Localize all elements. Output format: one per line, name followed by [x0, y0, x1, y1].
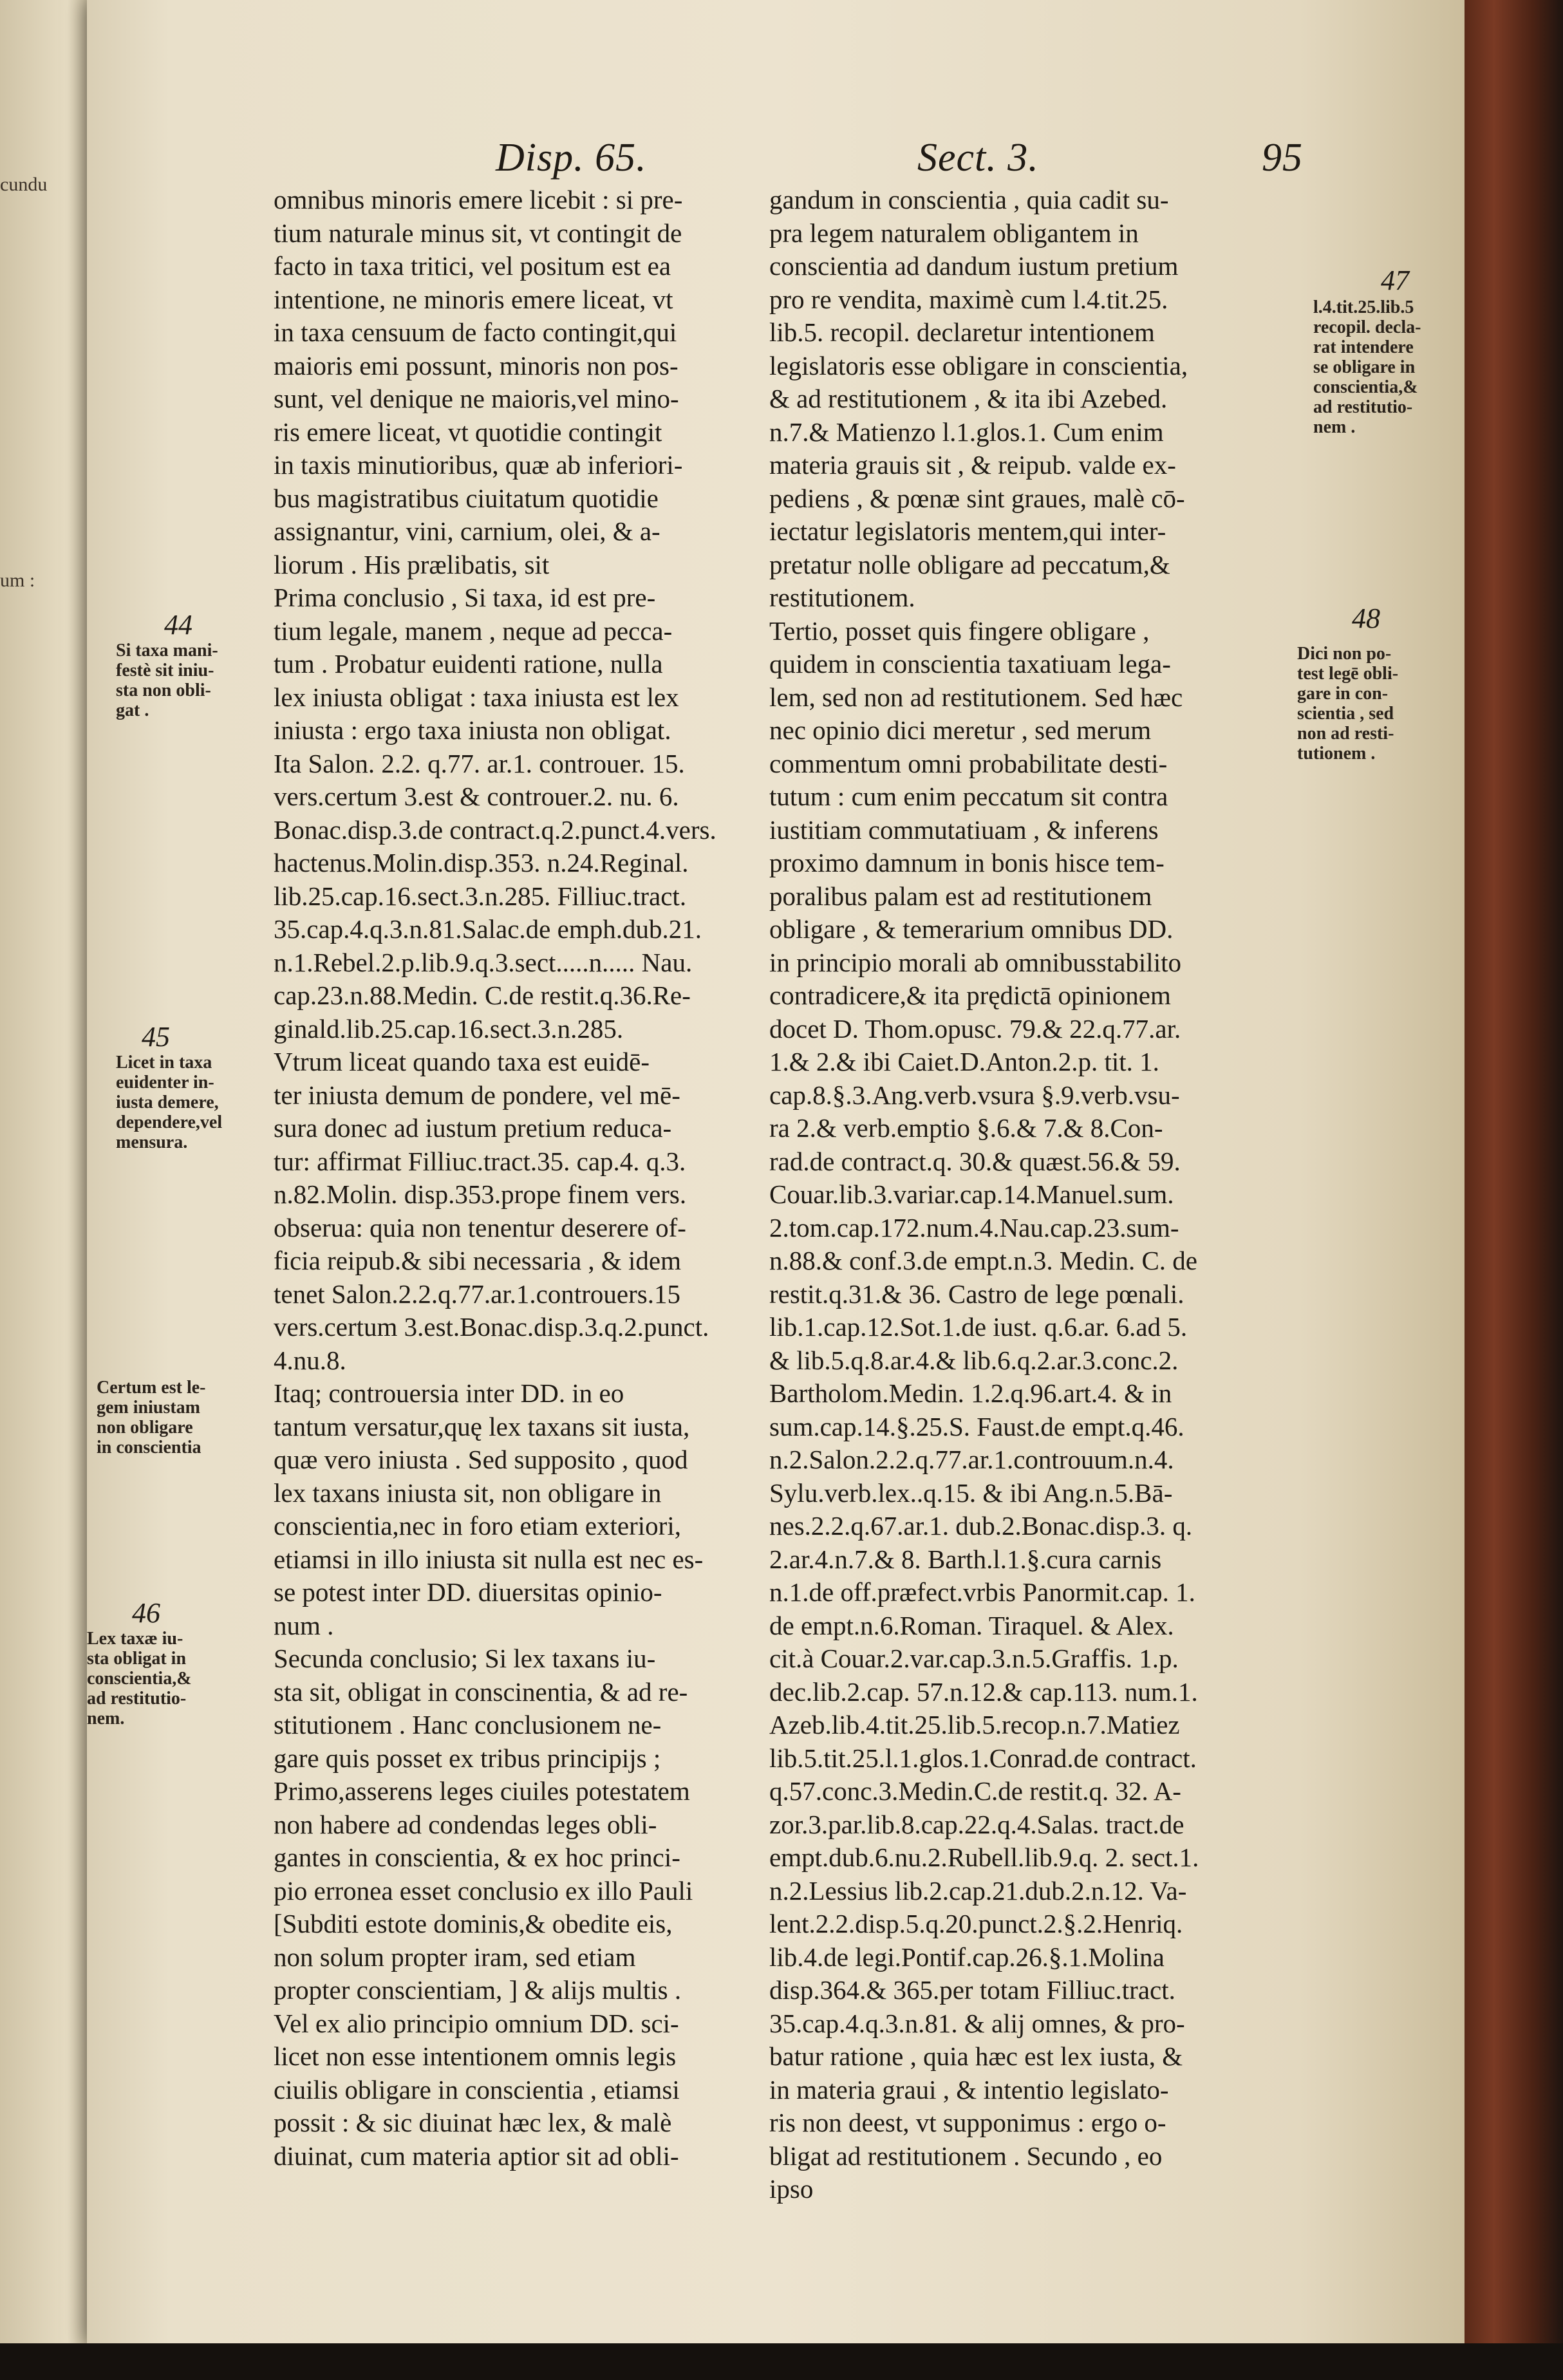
text-line: disp.364.& 365.per totam Filliuc.tract. [769, 1975, 1175, 2005]
text-line: lib.4.de legi.Pontif.cap.26.§.1.Molina [769, 1942, 1165, 1972]
margin-note-line: festè sit iniu- [116, 661, 214, 680]
text-line: lib.5. recopil. declaretur intentionem [769, 317, 1155, 347]
text-line: ris emere liceat, vt quotidie contingit [274, 417, 662, 447]
text-line: lex taxans iniusta sit, non obligare in [274, 1477, 662, 1508]
text-line: possit : & sic diuinat hæc lex, & malè [274, 2108, 672, 2137]
text-line: Sylu.verb.lex..q.15. & ibi Ang.n.5.Bā- [769, 1477, 1173, 1508]
text-line: non solum propter iram, sed etiam [274, 1942, 636, 1972]
margin-note-47 [1313, 297, 1465, 437]
text-line: cit.à Couar.2.var.cap.3.n.5.Graffis. 1.p. [769, 1644, 1179, 1673]
text-line: ficia reipub.& sibi necessaria , & idem [274, 1246, 682, 1275]
text-line: n.88.& conf.3.de empt.n.3. Medin. C. de [769, 1246, 1198, 1275]
text-line: sum.cap.14.§.25.S. Faust.de empt.q.46. [769, 1411, 1184, 1441]
margin-note-line: non ad resti- [1297, 724, 1394, 744]
text-line: bligat ad restitutionem . Secundo , eo [769, 2141, 1163, 2171]
text-line: lex iniusta obligat : taxa iniusta est lex [274, 682, 679, 712]
text-line: etiamsi in illo iniusta sit nulla est nec es- [274, 1544, 704, 1574]
text-line: sta sit, obligat in conscinentia, & ad re- [274, 1676, 688, 1707]
right-column [769, 183, 1294, 2206]
text-line: ginald.lib.25.cap.16.sect.3.n.285. [274, 1013, 624, 1044]
text-line: n.2.Lessius lib.2.cap.21.dub.2.n.12. Va- [769, 1875, 1187, 1906]
text-line: de empt.n.6.Roman. Tiraquel. & Alex. [769, 1610, 1174, 1640]
book-fore-edge [1465, 0, 1563, 2380]
text-line: contradicere,& ita prędictā opinionem [769, 980, 1171, 1010]
text-line: tium legale, manem , neque ad pecca- [274, 615, 673, 646]
text-line: ciuilis obligare in conscientia , etiamsi [274, 2074, 680, 2104]
text-line: intentione, ne minoris emere liceat, vt [274, 284, 673, 314]
text-line: liorum . His prælibatis, sit [274, 549, 550, 579]
facing-page-edge [0, 0, 97, 2380]
text-line: poralibus palam est ad restitutionem [769, 881, 1152, 911]
text-line: restitutionem. [769, 583, 915, 612]
margin-note-line: non obligare [97, 1418, 193, 1438]
margin-note-line: Lex taxæ iu- [87, 1629, 183, 1649]
text-line: materia grauis sit , & reipub. valde ex- [769, 450, 1176, 480]
text-line: lib.5.tit.25.l.1.glos.1.Conrad.de contract. [769, 1743, 1197, 1773]
text-line: tenet Salon.2.2.q.77.ar.1.controuers.15 [274, 1279, 680, 1309]
text-line: ter iniusta demum de pondere, vel mē- [274, 1080, 680, 1110]
text-line: Bartholom.Medin. 1.2.q.96.art.4. & in [769, 1378, 1172, 1408]
margin-note-line: euidenter in- [116, 1073, 214, 1092]
margin-note-line: Dici non po- [1297, 644, 1392, 664]
text-line: proximo damnum in bonis hisce tem- [769, 848, 1165, 877]
text-line: 4.nu.8. [274, 1345, 346, 1375]
text-line: licet non esse intentionem omnis legis [274, 2041, 677, 2071]
margin-note-line: mensura. [116, 1132, 188, 1152]
margin-note-line: Si taxa mani- [116, 641, 218, 661]
text-line: n.7.& Matienzo l.1.glos.1. Cum enim [769, 417, 1164, 447]
margin-note-line: gare in con- [1297, 684, 1389, 704]
text-line: n.82.Molin. disp.353.prope finem vers. [274, 1179, 687, 1209]
page-number: 95 [1262, 136, 1303, 180]
margin-note-line: nem . [1313, 417, 1356, 437]
left-column [274, 183, 763, 2173]
text-line: 1.& 2.& ibi Caiet.D.Anton.2.p. tit. 1. [769, 1047, 1159, 1076]
bottom-shadow [0, 2343, 1563, 2380]
text-line: non habere ad condendas leges obli- [274, 1809, 657, 1839]
text-line: restit.q.31.& 36. Castro de lege pœnali. [769, 1279, 1184, 1309]
text-line: cap.8.§.3.Ang.verb.vsura §.9.verb.vsu- [769, 1080, 1180, 1110]
text-line: 2.ar.4.n.7.& 8. Barth.l.1.§.cura carnis [769, 1544, 1162, 1574]
text-line: lib.25.cap.16.sect.3.n.285. Filliuc.tract. [274, 881, 687, 911]
text-line: 35.cap.4.q.3.n.81. & alij omnes, & pro- [769, 2008, 1185, 2038]
text-line: tur: affirmat Filliuc.tract.35. cap.4. q.3. [274, 1146, 686, 1176]
margin-note-line: Licet in taxa [116, 1053, 212, 1073]
margin-note-line: gat . [116, 700, 149, 720]
text-line: Vel ex alio principio omnium DD. sci- [274, 2008, 679, 2038]
margin-note-line: sta non obli- [116, 680, 211, 700]
text-line: num . [274, 1610, 334, 1640]
text-line: & lib.5.q.8.ar.4.& lib.6.q.2.ar.3.conc.2. [769, 1345, 1179, 1375]
text-line: Azeb.lib.4.tit.25.lib.5.recop.n.7.Matiez [769, 1710, 1180, 1739]
text-line: cap.23.n.88.Medin. C.de restit.q.36.Re- [274, 980, 691, 1010]
text-line: conscientia ad dandum iustum pretium [769, 251, 1179, 281]
text-line: Couar.lib.3.variar.cap.14.Manuel.sum. [769, 1179, 1174, 1209]
text-line: ris non deest, vt supponimus : ergo o- [769, 2108, 1166, 2137]
text-line: 35.cap.4.q.3.n.81.Salac.de emph.dub.21. [274, 914, 702, 944]
facing-page-text: um : [0, 570, 35, 591]
text-line: maioris emi possunt, minoris non pos- [274, 350, 679, 380]
text-line: Vtrum liceat quando taxa est euidē- [274, 1047, 650, 1076]
text-line: empt.dub.6.nu.2.Rubell.lib.9.q. 2. sect.1. [769, 1842, 1199, 1872]
text-line: tum . Probatur euidenti ratione, nulla [274, 649, 663, 679]
margin-note-certum [97, 1378, 212, 1457]
margin-number-44: 44 [164, 609, 192, 641]
text-line: quidem in conscientia taxatiuam lega- [769, 649, 1171, 679]
text-line: rad.de contract.q. 30.& quæst.56.& 59. [769, 1146, 1181, 1176]
margin-note-line: nem. [87, 1709, 125, 1729]
margin-note-line: recopil. decla- [1313, 317, 1421, 337]
text-line: commentum omni probabilitate desti- [769, 748, 1168, 778]
text-line: 2.tom.cap.172.num.4.Nau.cap.23.sum- [769, 1212, 1179, 1242]
text-line: gandum in conscientia , quia cadit su- [769, 185, 1169, 214]
text-line: tutum : cum enim peccatum sit contra [769, 782, 1168, 811]
margin-note-line: rat intendere [1313, 337, 1414, 357]
margin-note-line: tutionem . [1297, 744, 1376, 764]
margin-note-line: dependere,vel [116, 1112, 223, 1132]
text-line: lib.1.cap.12.Sot.1.de iust. q.6.ar. 6.ad 5. [769, 1312, 1188, 1342]
facing-page-text: cundu [0, 174, 48, 195]
text-line: [Subditi estote dominis,& obedite eis, [274, 1909, 673, 1938]
text-line: propter conscientiam, ] & alijs multis . [274, 1975, 682, 2005]
text-line: assignantur, vini, carnium, olei, & a- [274, 516, 660, 546]
text-line: docet D. Thom.opusc. 79.& 22.q.77.ar. [769, 1013, 1181, 1044]
text-line: Primo,asserens leges ciuiles potestatem [274, 1776, 690, 1806]
text-line: ipso [769, 2174, 814, 2204]
text-line: in taxa censuum de facto contingit,qui [274, 317, 677, 347]
text-line: tantum versatur,quę lex taxans sit iusta, [274, 1411, 690, 1441]
text-line: hactenus.Molin.disp.353. n.24.Reginal. [274, 848, 689, 877]
text-line: n.2.Salon.2.2.q.77.ar.1.controuum.n.4. [769, 1445, 1174, 1474]
text-line: sunt, vel denique ne maioris,vel mino- [274, 384, 679, 413]
text-line: dec.lib.2.cap. 57.n.12.& cap.113. num.1. [769, 1676, 1198, 1707]
margin-note-line: ad restitutio- [87, 1689, 187, 1709]
text-line: lent.2.2.disp.5.q.20.punct.2.§.2.Henriq. [769, 1909, 1183, 1938]
text-line: & ad restitutionem , & ita ibi Azebed. [769, 384, 1168, 413]
margin-note-line: ad restitutio- [1313, 397, 1413, 417]
text-line: in materia graui , & intentio legislato- [769, 2074, 1169, 2104]
margin-note-line: Certum est le- [97, 1378, 206, 1398]
margin-note-48 [1297, 644, 1439, 764]
margin-number-48: 48 [1352, 603, 1380, 634]
text-line: sura donec ad iustum pretium reduca- [274, 1113, 672, 1143]
margin-number-46: 46 [132, 1597, 160, 1629]
margin-note-line: se obligare in [1313, 357, 1416, 377]
text-line: obligare , & temerarium omnibus DD. [769, 914, 1174, 944]
text-line: vers.certum 3.est & controuer.2. nu. 6. [274, 782, 679, 811]
text-line: zor.3.par.lib.8.cap.22.q.4.Salas. tract.de [769, 1809, 1184, 1839]
text-line: n.1.de off.præfect.vrbis Panormit.cap. 1. [769, 1577, 1195, 1607]
text-line: ra 2.& verb.emptio §.6.& 7.& 8.Con- [769, 1113, 1163, 1143]
margin-note-line: scientia , sed [1297, 704, 1394, 724]
margin-note-line: l.4.tit.25.lib.5 [1313, 297, 1414, 317]
text-line: in taxis minutioribus, quæ ab inferiori- [274, 450, 683, 480]
text-line: vers.certum 3.est.Bonac.disp.3.q.2.punct. [274, 1312, 709, 1342]
text-line: facto in taxa tritici, vel positum est ea [274, 251, 671, 281]
text-line: nec opinio dici meretur , sed merum [769, 715, 1152, 745]
text-line: gantes in conscientia, & ex hoc princi- [274, 1842, 680, 1872]
text-line: lem, sed non ad restitutionem. Sed hæc [769, 682, 1183, 712]
margin-number-45: 45 [142, 1021, 170, 1053]
text-line: pretatur nolle obligare ad peccatum,& [769, 549, 1170, 579]
text-line: iectatur legislatoris mentem,qui inter- [769, 516, 1166, 546]
margin-number-47: 47 [1381, 265, 1409, 296]
margin-note-line: in conscientia [97, 1438, 201, 1457]
text-line: diuinat, cum materia aptior sit ad obli- [274, 2141, 679, 2171]
text-line: quæ vero iniusta . Sed supposito , quod [274, 1445, 688, 1474]
text-line: iustitiam commutatiuam , & inferens [769, 814, 1159, 845]
margin-note-line: test legē obli- [1297, 664, 1399, 684]
text-line: iniusta : ergo taxa iniusta non obligat. [274, 715, 671, 745]
text-line: pediens , & pœnæ sint graues, malè cō- [769, 483, 1185, 513]
text-line: Secunda conclusio; Si lex taxans iu- [274, 1644, 656, 1673]
text-line: Ita Salon. 2.2. q.77. ar.1. controuer. 15. [274, 748, 685, 778]
text-line: Tertio, posset quis fingere obligare , [769, 615, 1150, 646]
margin-note-line: conscientia,& [87, 1669, 192, 1689]
text-line: pio erronea esset conclusio ex illo Pauli [274, 1875, 693, 1906]
text-line: in principio morali ab omnibusstabilito [769, 947, 1181, 977]
margin-note-46 [87, 1629, 203, 1729]
text-line: legislatoris esse obligare in conscientia, [769, 350, 1188, 380]
text-line: q.57.conc.3.Medin.C.de restit.q. 32. A- [769, 1776, 1181, 1806]
text-line: Bonac.disp.3.de contract.q.2.punct.4.vers. [274, 814, 716, 845]
margin-note-line: sta obligat in [87, 1649, 187, 1669]
text-line: conscientia,nec in foro etiam exteriori, [274, 1511, 681, 1541]
margin-note-45 [116, 1053, 232, 1152]
margin-note-line: conscientia,& [1313, 377, 1418, 397]
text-line: pra legem naturalem obligantem in [769, 218, 1139, 248]
text-line: n.1.Rebel.2.p.lib.9.q.3.sect.....n..... Nau. [274, 947, 693, 977]
text-line: Itaq; controuersia inter DD. in eo [274, 1378, 624, 1408]
running-header-sect: Sect. 3. [917, 136, 1039, 180]
text-line: nes.2.2.q.67.ar.1. dub.2.Bonac.disp.3. q. [769, 1511, 1193, 1541]
text-line: tium naturale minus sit, vt contingit de [274, 218, 682, 248]
text-line: bus magistratibus ciuitatum quotidie [274, 483, 659, 513]
text-line: se potest inter DD. diuersitas opinio- [274, 1577, 662, 1607]
text-line: batur ratione , quia hæc est lex iusta, & [769, 2041, 1183, 2071]
running-header-disp: Disp. 65. [496, 136, 647, 180]
text-line: stitutionem . Hanc conclusionem ne- [274, 1710, 662, 1739]
margin-note-line: iusta demere, [116, 1092, 219, 1112]
text-line: Prima conclusio , Si taxa, id est pre- [274, 583, 656, 612]
text-line: pro re vendita, maximè cum l.4.tit.25. [769, 284, 1168, 314]
text-line: obserua: quia non tenentur deserere of- [274, 1212, 686, 1242]
text-line: gare quis posset ex tribus principijs ; [274, 1743, 661, 1773]
margin-note-line: gem iniustam [97, 1398, 200, 1418]
text-line: omnibus minoris emere licebit : si pre- [274, 185, 683, 214]
margin-note-44 [116, 641, 232, 720]
